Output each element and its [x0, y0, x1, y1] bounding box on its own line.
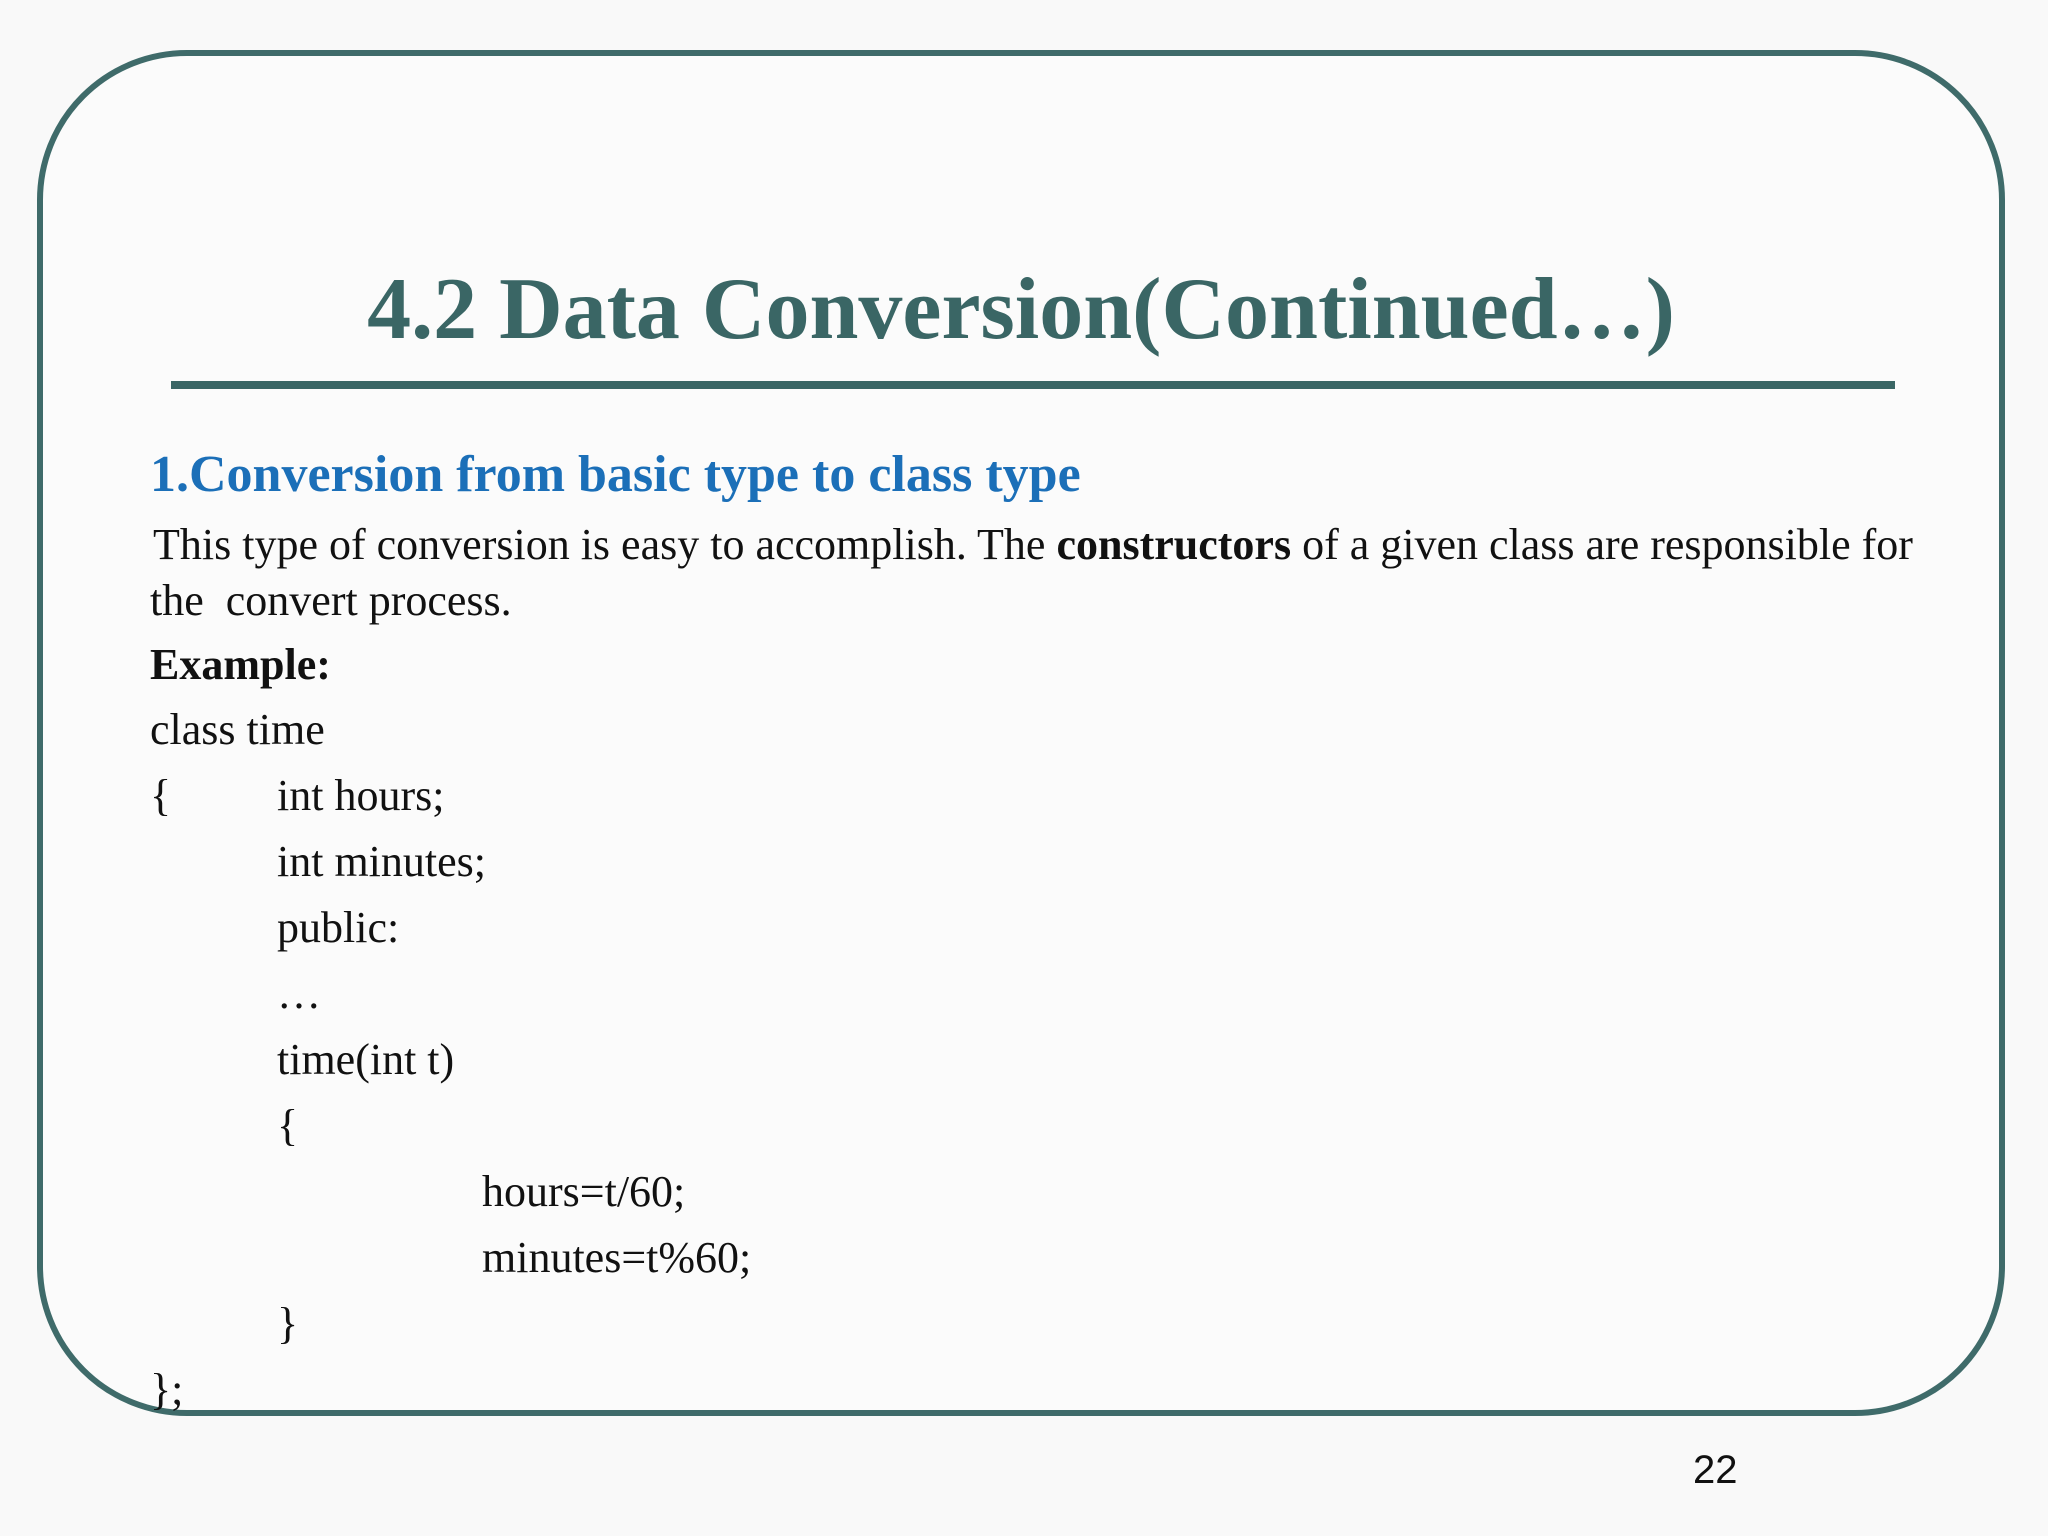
code-assign-hours: hours=t/60;	[482, 1167, 686, 1216]
title-underline	[171, 381, 1895, 389]
slide-frame	[37, 50, 2005, 1416]
page-number: 22	[1693, 1448, 1738, 1492]
slide-title: 4.2 Data Conversion(Continued…)	[367, 261, 1675, 358]
code-member-minutes: int minutes;	[277, 837, 486, 886]
paragraph-line-2: the convert process.	[150, 576, 512, 625]
code-open-brace: {	[150, 771, 172, 820]
paragraph-text-after: of a given class are responsible for	[1291, 520, 1913, 569]
paragraph-text-before: This type of conversion is easy to accomplish. The	[153, 520, 1057, 569]
code-member-hours: int hours;	[277, 771, 445, 820]
code-access-public: public:	[277, 903, 400, 952]
code-class-close: };	[150, 1365, 184, 1414]
code-class-declaration: class time	[150, 705, 325, 754]
code-constructor-open-brace: {	[277, 1101, 299, 1150]
code-constructor-signature: time(int t)	[277, 1035, 455, 1084]
paragraph-bold-term: constructors	[1056, 520, 1292, 569]
paragraph-line-1	[150, 517, 1990, 573]
body-paragraph	[150, 517, 1990, 629]
section-heading: 1.Conversion from basic type to class type	[150, 446, 1081, 503]
example-label: Example:	[150, 640, 331, 689]
code-ellipsis: …	[277, 969, 321, 1018]
code-constructor-close-brace: }	[277, 1299, 299, 1348]
code-assign-minutes: minutes=t%60;	[482, 1233, 752, 1282]
